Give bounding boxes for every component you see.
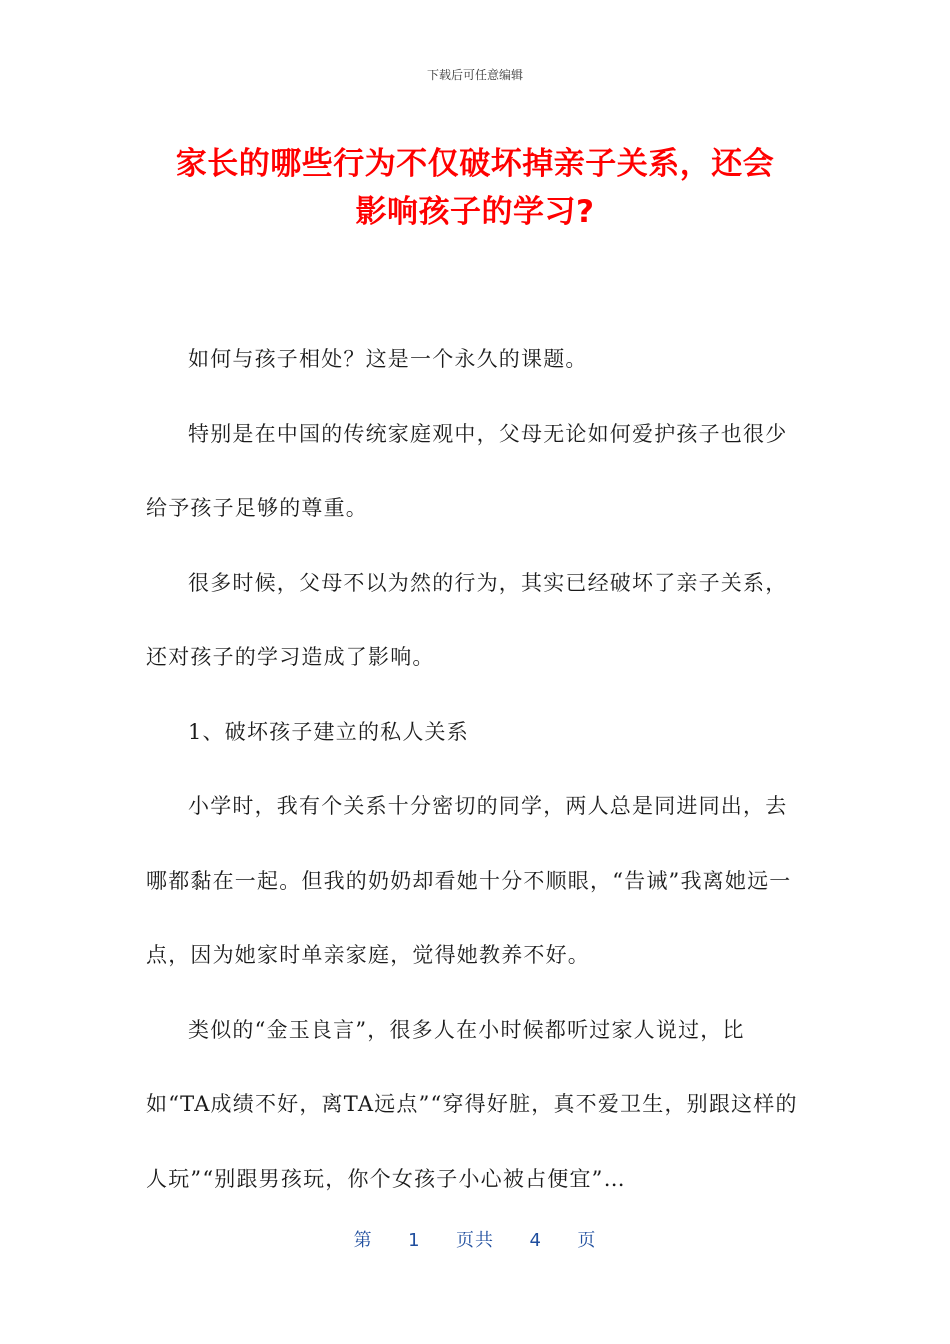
paragraph-3: 很多时候，父母不以为然的行为，其实已经破坏了亲子关系，还对孩子的学习造成了影响。 — [146, 570, 788, 669]
footer-page-mid: 页共 — [456, 1230, 494, 1251]
paragraph-1: 如何与孩子相处？这是一个永久的课题。 — [188, 347, 588, 371]
footer-total-pages: 4 — [529, 1230, 542, 1251]
paragraph-4: 小学时，我有个关系十分密切的同学，两人总是同进同出，去哪都黏在一起。但我的奶奶却看她十分不顺眼，“告诫”我离她远一点，因为她家时单亲家庭，觉得她教养不好。 — [146, 794, 792, 967]
page-header-note: 下载后可任意编辑 — [426, 68, 523, 82]
footer-page-prefix: 第 — [353, 1230, 373, 1251]
section-heading-1: 1、破坏孩子建立的私人关系 — [188, 719, 469, 744]
footer-page-suffix: 页 — [577, 1230, 597, 1251]
document-body — [146, 322, 808, 1216]
page-number-footer — [0, 1226, 950, 1252]
title-line-2: 影响孩子的学习? — [355, 194, 595, 230]
title-line-1: 家长的哪些行为不仅破坏掉亲子关系，还会 — [175, 146, 775, 182]
paragraph-5: 类似的“金玉良言”，很多人在小时候都听过家人说过，比如“TA成绩不好，离TA远点”“穿得好脏，真不爱卫生，别跟这样的人玩”“别跟男孩玩，你个女孩子小心被占便宜”… — [146, 1017, 798, 1191]
paragraph-2: 特别是在中国的传统家庭观中，父母无论如何爱护孩子也很少给予孩子足够的尊重。 — [146, 421, 788, 520]
footer-current-page: 1 — [408, 1230, 421, 1251]
document-title — [130, 140, 820, 236]
